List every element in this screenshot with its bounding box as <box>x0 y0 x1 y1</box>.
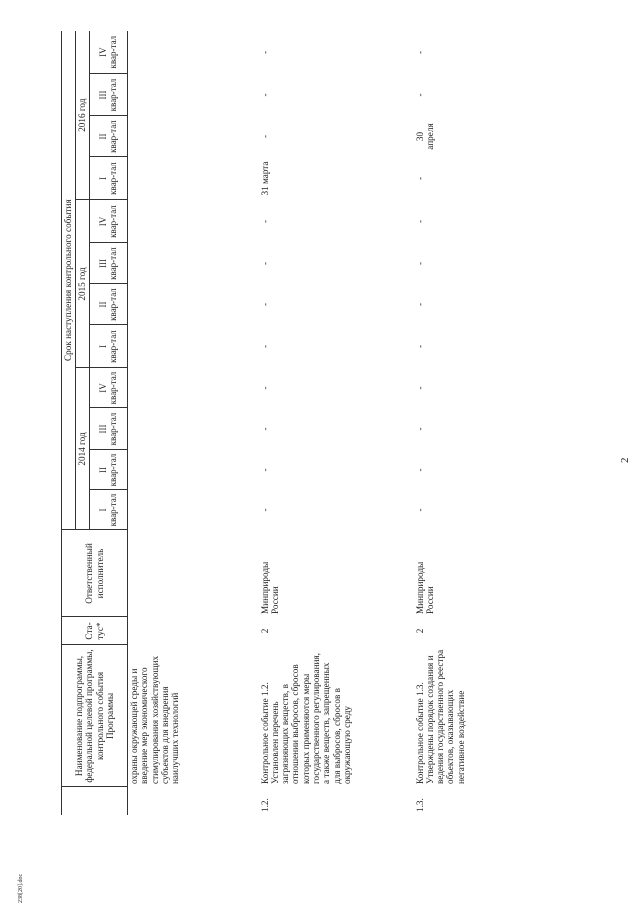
row-num <box>128 787 259 815</box>
quarter-cell: - <box>259 261 270 266</box>
footer-filename: 238[20].doc <box>18 873 24 903</box>
quarter-cell: 30 апреля <box>414 123 435 150</box>
quarter-cell <box>128 284 259 325</box>
quarter-cell: - <box>259 386 270 390</box>
quarter-cell: - <box>414 261 425 266</box>
quarter-cell <box>128 325 259 368</box>
header-year: 2014 год <box>76 368 90 530</box>
header-quarter: I квар-тал <box>90 490 128 530</box>
quarter-cell: - <box>414 219 425 224</box>
quarter-cell: - <box>259 219 270 224</box>
header-quarter: II квар-тал <box>90 450 128 490</box>
row-name: охраны окружающей среды и введение мер экономического стимулирования хозяйствующих субъектов для внедрения наилучших технологий <box>129 655 181 784</box>
header-quarter: III квар-тал <box>90 408 128 450</box>
quarter-cell <box>128 200 259 243</box>
header-quarter: IV квар-тал <box>90 200 128 243</box>
quarter-cell: - <box>414 93 425 97</box>
header-quarter: II квар-тал <box>90 116 128 157</box>
quarter-cell: 31 марта <box>259 161 270 196</box>
quarter-cell <box>128 31 259 74</box>
header-num <box>62 787 128 815</box>
quarter-cell <box>128 243 259 284</box>
header-quarter: IV квар-тал <box>90 368 128 408</box>
quarter-cell: - <box>414 386 425 390</box>
table-row <box>414 31 584 815</box>
header-status: Ста-тус* <box>62 617 128 645</box>
row-num: 1.3. <box>414 798 425 812</box>
quarter-cell: - <box>414 427 425 431</box>
quarter-cell <box>128 450 259 490</box>
row-name: Контрольное событие 1.2. Установлен перечень загрязняющих веществ, в отношении выбросов, сбросов которых применяются меры государственного регулирования, а также веществ, запрещенных для выбросов, сбросов в окружающую среду <box>259 653 352 784</box>
quarter-cell: - <box>259 302 270 307</box>
header-quarter: I квар-тал <box>90 325 128 368</box>
quarter-cell: - <box>414 508 425 512</box>
row-status <box>128 617 259 645</box>
quarter-cell <box>128 490 259 530</box>
header-year: 2016 год <box>76 31 90 200</box>
quarter-cell: - <box>259 50 270 54</box>
table-row <box>128 31 259 815</box>
row-num: 1.2. <box>259 798 270 812</box>
quarter-cell: - <box>414 468 425 472</box>
quarter-cell: - <box>259 508 270 512</box>
control-events-table <box>61 31 584 815</box>
quarter-cell <box>128 116 259 157</box>
table-row <box>259 31 414 815</box>
quarter-cell: - <box>259 468 270 472</box>
quarter-cell: - <box>259 344 270 349</box>
header-quarter: II квар-тал <box>90 284 128 325</box>
header-name: Наименование подпрограммы, федеральной целевой программы, контрольного события Программы <box>62 645 128 787</box>
quarter-cell: - <box>259 93 270 97</box>
quarter-cell <box>128 368 259 408</box>
quarter-cell: - <box>414 176 425 181</box>
row-executor: Минприроды России <box>414 561 435 614</box>
header-quarter: IV квар-тал <box>90 31 128 74</box>
header-quarter: III квар-тал <box>90 243 128 284</box>
header-year: 2015 год <box>76 200 90 368</box>
quarter-cell <box>128 157 259 200</box>
header-quarter: I квар-тал <box>90 157 128 200</box>
quarter-cell: - <box>414 344 425 349</box>
header-term: Срок наступления контрольного события <box>62 31 76 530</box>
quarter-cell <box>128 408 259 450</box>
quarter-cell: - <box>259 427 270 431</box>
header-executor: Ответственный исполнитель <box>62 530 128 617</box>
row-name: Контрольное событие 1.3. Утверждены порядок создания и ведения государственного реестра объектов, оказывающих негативное воздействие <box>414 649 466 784</box>
quarter-cell: - <box>259 134 270 139</box>
row-executor: Минприроды России <box>259 561 280 614</box>
row-status: 2 <box>259 628 270 634</box>
quarter-cell: - <box>414 50 425 54</box>
page-number: 2 <box>619 457 631 463</box>
quarter-cell: - <box>414 302 425 307</box>
header-quarter: III квар-тал <box>90 74 128 116</box>
quarter-cell <box>128 74 259 116</box>
row-status: 2 <box>414 628 425 634</box>
row-executor <box>128 530 259 617</box>
